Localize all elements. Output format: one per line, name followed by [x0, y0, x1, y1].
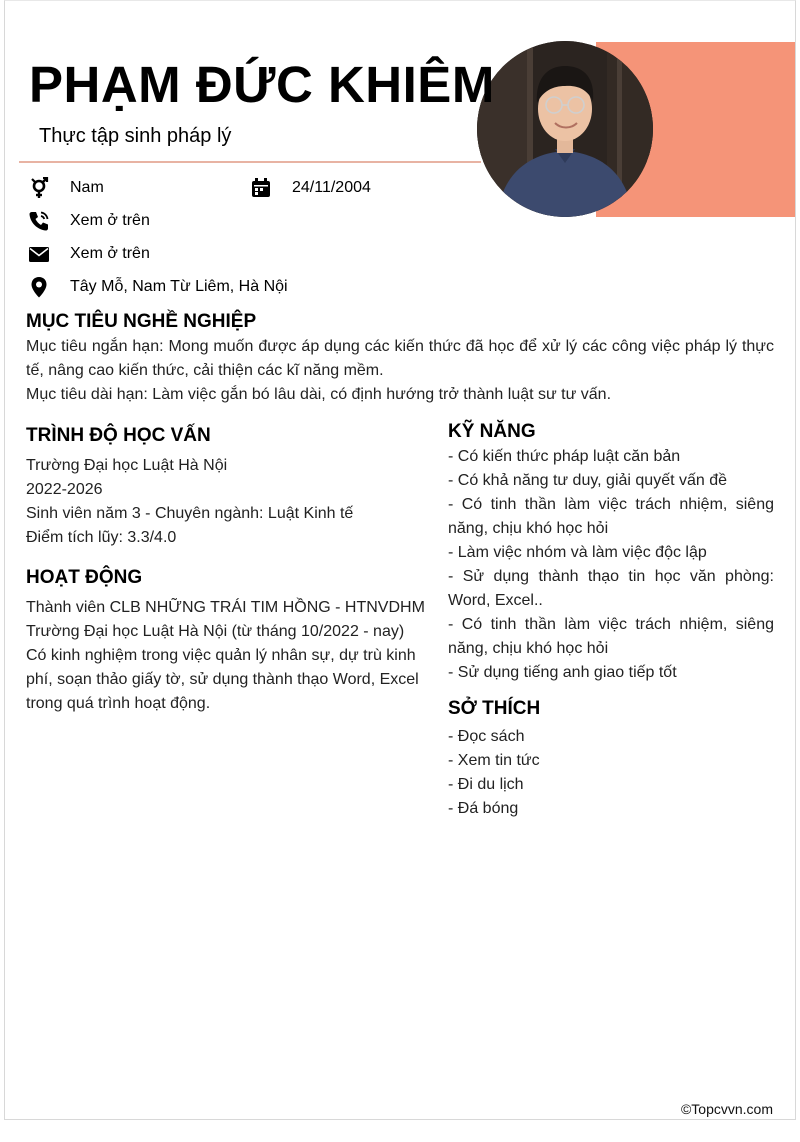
phone-row [27, 209, 150, 233]
header-divider [19, 161, 481, 163]
skill-item: - Có tinh thần làm việc trách nhiệm, siêng năng, chịu khó học hỏi [448, 496, 774, 537]
address-row [27, 275, 288, 299]
education-heading: TRÌNH ĐỘ HỌC VẤN [26, 425, 211, 446]
cv-page [4, 0, 796, 1120]
activity-description: Có kinh nghiệm trong việc quản lý nhân sự, dự trù kinh phí, soạn thảo giấy tờ, sử dụng thành thạo Word, Excel trong quá trình hoạt động. [26, 647, 419, 712]
skill-item: - Có tinh thần làm việc trách nhiệm, siêng năng, chịu khó học hỏi [448, 616, 774, 657]
birthdate-value: 24/11/2004 [292, 179, 371, 196]
hobby-item: - Xem tin tức [448, 752, 540, 769]
education-section [26, 425, 426, 550]
education-years: 2022-2026 [26, 481, 103, 498]
education-school: Trường Đại học Luật Hà Nội [26, 457, 228, 474]
location-icon [27, 275, 51, 299]
hobbies-section [448, 698, 774, 821]
profile-photo-drawing [477, 41, 653, 217]
activities-section [26, 567, 430, 716]
hobbies-heading: SỞ THÍCH [448, 698, 541, 719]
activity-school-period: Trường Đại học Luật Hà Nội (từ tháng 10/2022 - nay) [26, 623, 405, 640]
skills-section [448, 421, 774, 685]
gender-icon [27, 176, 51, 200]
email-row [27, 242, 150, 266]
objective-long-term: Mục tiêu dài hạn: Làm việc gắn bó lâu dài, có định hướng trở thành luật sư tư vấn. [26, 386, 612, 403]
phone-icon [27, 209, 51, 233]
gender-value: Nam [70, 179, 104, 196]
address-value: Tây Mỗ, Nam Từ Liêm, Hà Nội [70, 278, 288, 295]
objective-section [26, 311, 774, 407]
skill-item: - Có kiến thức pháp luật căn bản [448, 448, 681, 465]
email-icon [27, 242, 51, 266]
profile-photo [477, 41, 653, 217]
birthdate-row [249, 176, 371, 200]
email-value: Xem ở trên [70, 245, 150, 262]
phone-value: Xem ở trên [70, 212, 150, 229]
candidate-name: PHẠM ĐỨC KHIÊM [29, 56, 495, 113]
gender-row [27, 176, 104, 200]
hobby-item: - Đọc sách [448, 728, 525, 745]
objective-heading: MỤC TIÊU NGHỀ NGHIỆP [26, 311, 257, 332]
footer-credit[interactable]: ©Topcvvn.com [680, 1101, 773, 1117]
skills-heading: KỸ NĂNG [448, 421, 536, 442]
education-major: Sinh viên năm 3 - Chuyên ngành: Luật Kinh tế [26, 505, 354, 522]
hobby-item: - Đi du lịch [448, 776, 524, 793]
skill-item: - Sử dụng thành thạo tin học văn phòng: Word, Excel.. [448, 568, 774, 609]
skill-item: - Sử dụng tiếng anh giao tiếp tốt [448, 664, 677, 681]
skill-item: - Làm việc nhóm và làm việc độc lập [448, 544, 707, 561]
calendar-icon [249, 176, 273, 200]
skill-item: - Có khả năng tư duy, giải quyết vấn đề [448, 472, 728, 489]
hobby-item: - Đá bóng [448, 800, 519, 817]
activity-club: Thành viên CLB NHỮNG TRÁI TIM HỒNG - HTNVDHM [26, 599, 425, 616]
objective-short-term: Mục tiêu ngắn hạn: Mong muốn được áp dụng các kiến thức đã học để xử lý các công việc pháp lý thực tế, nâng cao kiến thức, cải thiện các kĩ năng mềm. [26, 338, 774, 379]
education-gpa: Điểm tích lũy: 3.3/4.0 [26, 529, 177, 546]
activities-heading: HOẠT ĐỘNG [26, 567, 143, 588]
job-title: Thực tập sinh pháp lý [39, 125, 232, 147]
